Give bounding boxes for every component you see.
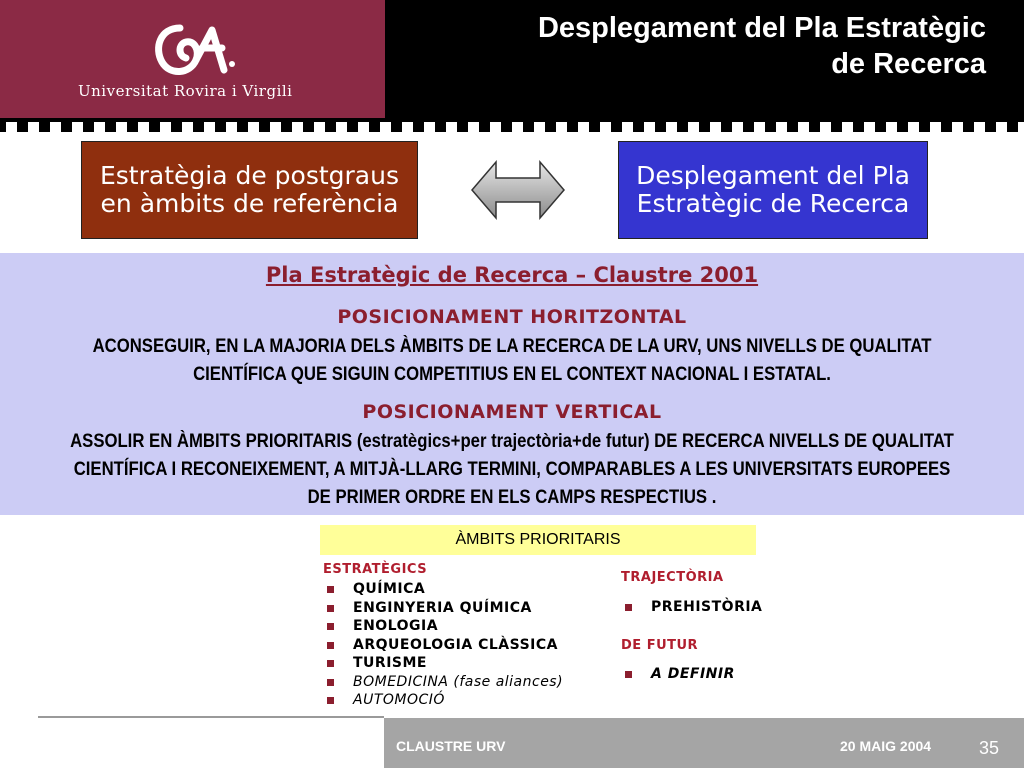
divider-dash bbox=[1018, 122, 1024, 132]
horizontal-text-line-1: ACONSEGUIR, EN LA MAJORIA DELS ÀMBITS DE LA RECERCA DE LA URV, UNS NIVELLS DE QUALITAT bbox=[92, 336, 932, 357]
future-list bbox=[621, 665, 735, 684]
divider-dash bbox=[622, 122, 633, 132]
divider-dash bbox=[380, 122, 391, 132]
divider-dash bbox=[688, 122, 699, 132]
slide-title-line-1: Desplegament del Pla Estratègic bbox=[537, 12, 986, 44]
divider-dash bbox=[974, 122, 985, 132]
footer-date: 20 MAIG 2004 bbox=[840, 738, 932, 754]
priority-areas-title: ÀMBITS PRIORITARIS bbox=[320, 525, 756, 555]
square-bullet-icon bbox=[327, 697, 334, 704]
square-bullet-icon bbox=[327, 660, 334, 667]
divider-dash bbox=[908, 122, 919, 132]
dashed-divider bbox=[0, 118, 1024, 132]
divider-dash bbox=[842, 122, 853, 132]
double-arrow-icon bbox=[470, 160, 566, 220]
divider-dash bbox=[490, 122, 501, 132]
divider-dash bbox=[556, 122, 567, 132]
divider-dash bbox=[138, 122, 149, 132]
horizontal-text-line-2: CIENTÍFICA QUE SIGUIN COMPETITIUS EN EL CONTEXT NACIONAL I ESTATAL. bbox=[193, 364, 831, 385]
square-bullet-icon bbox=[327, 642, 334, 649]
list-item: BOMEDICINA (fase aliances) bbox=[323, 673, 563, 692]
list-item: QUÍMICA bbox=[323, 580, 563, 599]
strategic-list bbox=[323, 580, 563, 710]
divider-dash bbox=[446, 122, 457, 132]
vertical-text-line-3: DE PRIMER ORDRE EN ELS CAMPS RESPECTIUS . bbox=[307, 487, 717, 508]
divider-dash bbox=[204, 122, 215, 132]
divider-dash bbox=[732, 122, 743, 132]
square-bullet-icon bbox=[327, 623, 334, 630]
list-item: ENOLOGIA bbox=[323, 617, 563, 636]
divider-dash bbox=[468, 122, 479, 132]
divider-dash bbox=[358, 122, 369, 132]
strategic-label: ESTRATÈGICS bbox=[323, 562, 428, 577]
divider-dash bbox=[534, 122, 545, 132]
square-bullet-icon bbox=[327, 586, 334, 593]
divider-dash bbox=[512, 122, 523, 132]
divider-dash bbox=[226, 122, 237, 132]
divider-dash bbox=[600, 122, 611, 132]
vertical-text-line-1: ASSOLIR EN ÀMBITS PRIORITARIS (estratègics+per trajectòria+de futur) DE RECERCA NIVELLS DE QUALITAT bbox=[70, 431, 954, 452]
list-item: PREHISTÒRIA bbox=[621, 598, 762, 617]
divider-dash bbox=[644, 122, 655, 132]
trajectory-list bbox=[621, 598, 762, 617]
horizontal-positioning-text bbox=[61, 333, 962, 389]
divider-dash bbox=[930, 122, 941, 132]
list-item: ARQUEOLOGIA CLÀSSICA bbox=[323, 636, 563, 655]
list-item: ENGINYERIA QUÍMICA bbox=[323, 599, 563, 618]
postgraduate-strategy-box: Estratègia de postgraus en àmbits de referència bbox=[81, 141, 418, 239]
slide-title-line-2: de Recerca bbox=[831, 48, 986, 80]
research-plan-deployment-box: Desplegament del Pla Estratègic de Recerca bbox=[618, 141, 928, 239]
divider-dash bbox=[94, 122, 105, 132]
divider-dash bbox=[996, 122, 1007, 132]
list-item: TURISME bbox=[323, 654, 563, 673]
square-bullet-icon bbox=[327, 605, 334, 612]
divider-dash bbox=[776, 122, 787, 132]
square-bullet-icon bbox=[625, 604, 632, 611]
urv-logo-icon bbox=[150, 20, 240, 80]
divider-dash bbox=[820, 122, 831, 132]
divider-dash bbox=[402, 122, 413, 132]
divider-dash bbox=[578, 122, 589, 132]
divider-dash bbox=[798, 122, 809, 132]
footer-divider bbox=[38, 716, 384, 718]
future-label: DE FUTUR bbox=[621, 638, 699, 653]
university-name: Universitat Rovira i Virgili bbox=[78, 82, 293, 100]
divider-dash bbox=[424, 122, 435, 132]
square-bullet-icon bbox=[625, 671, 632, 678]
divider-dash bbox=[710, 122, 721, 132]
vertical-text-line-2: CIENTÍFICA I RECONEIXEMENT, A MITJÀ-LLARG TERMINI, COMPARABLES A LES UNIVERSITATS EUROPEES bbox=[73, 459, 951, 480]
divider-dash bbox=[50, 122, 61, 132]
vertical-positioning-title: POSICIONAMENT VERTICAL bbox=[362, 401, 662, 423]
divider-dash bbox=[754, 122, 765, 132]
page-number: 35 bbox=[979, 738, 1000, 758]
divider-dash bbox=[952, 122, 963, 132]
divider-dash bbox=[182, 122, 193, 132]
divider-dash bbox=[292, 122, 303, 132]
square-bullet-icon bbox=[327, 679, 334, 686]
list-item: AUTOMOCIÓ bbox=[323, 691, 563, 710]
vertical-positioning-text bbox=[61, 428, 962, 512]
divider-dash bbox=[666, 122, 677, 132]
divider-dash bbox=[116, 122, 127, 132]
divider-dash bbox=[314, 122, 325, 132]
divider-dash bbox=[28, 122, 39, 132]
divider-dash bbox=[886, 122, 897, 132]
divider-dash bbox=[160, 122, 171, 132]
divider-dash bbox=[6, 122, 17, 132]
divider-dash bbox=[864, 122, 875, 132]
research-plan-title: Pla Estratègic de Recerca – Claustre 2001 bbox=[265, 263, 759, 287]
horizontal-positioning-title: POSICIONAMENT HORITZONTAL bbox=[337, 306, 687, 328]
slide-title bbox=[426, 10, 986, 82]
list-item: A DEFINIR bbox=[621, 665, 735, 684]
divider-dash bbox=[72, 122, 83, 132]
footer-event: CLAUSTRE URV bbox=[396, 738, 506, 754]
trajectory-label: TRAJECTÒRIA bbox=[621, 570, 724, 585]
divider-dash bbox=[270, 122, 281, 132]
divider-dash bbox=[248, 122, 259, 132]
divider-dash bbox=[336, 122, 347, 132]
